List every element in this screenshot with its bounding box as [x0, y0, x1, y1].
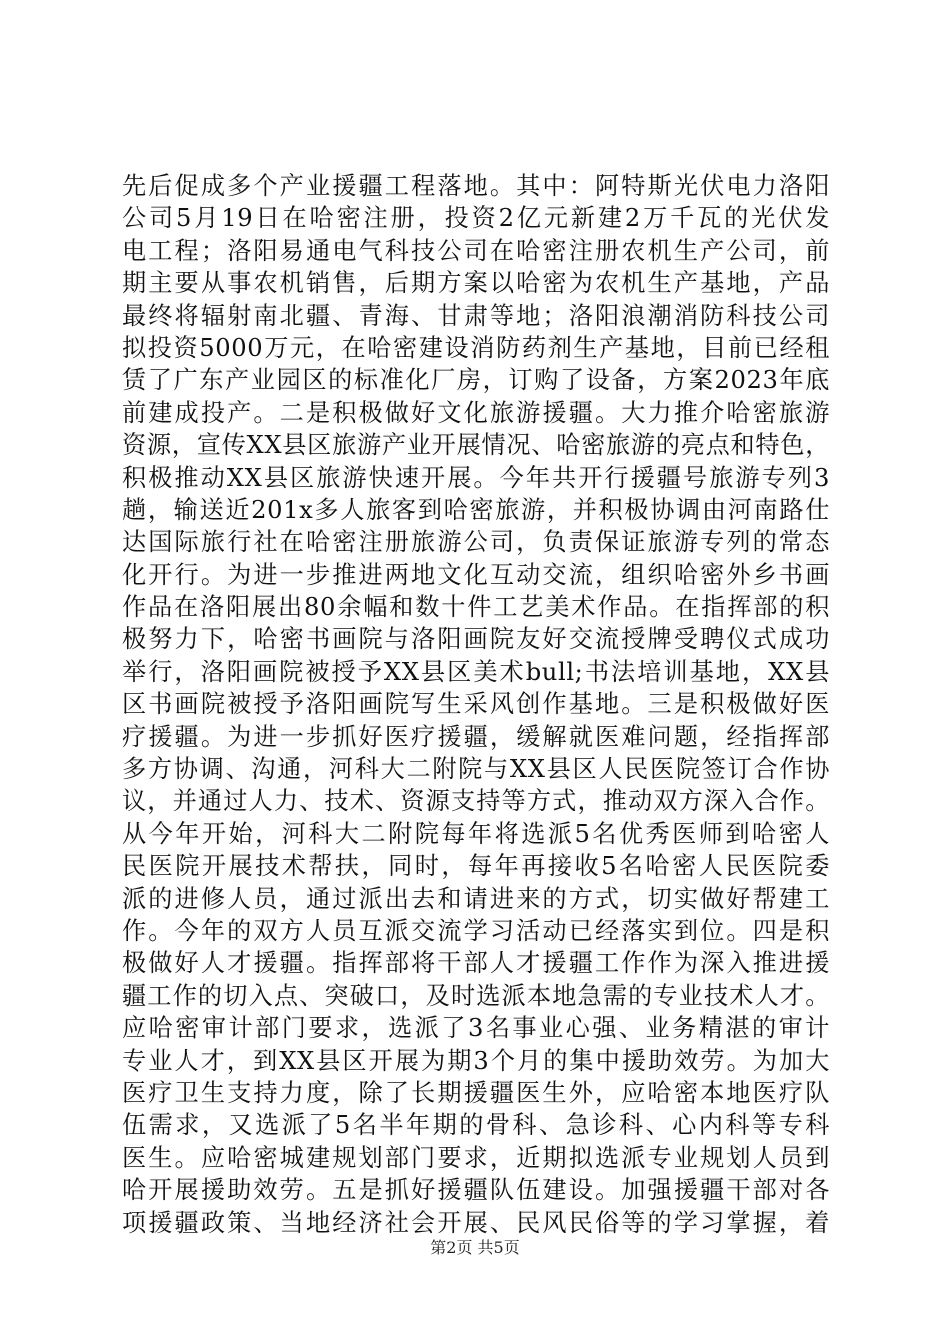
text-line: 期主要从事农机销售，后期方案以哈密为农机生产基地，产品 [122, 269, 830, 298]
text-line: 极努力下，哈密书画院与洛阳画院友好交流授牌受聘仪式成功 [122, 625, 830, 654]
text-line: 项援疆政策、当地经济社会开展、民风民俗等的学习掌握，着 [122, 1208, 830, 1237]
text-line: 先后促成多个产业援疆工程落地。其中：阿特斯光伏电力洛阳 [122, 172, 830, 200]
text-line: 疆工作的切入点、突破口，及时选派本地急需的专业技术人才。 [122, 981, 830, 1010]
text-line: 举行，洛阳画院被授予XX县区美术bull;书法培训基地，XX县 [122, 657, 830, 686]
text-line: 作。今年的双方人员互派交流学习活动已经落实到位。四是积 [122, 916, 830, 945]
text-line: 伍需求，又选派了5名半年期的骨科、急诊科、心内科等专科 [122, 1111, 830, 1140]
text-line: 作品在洛阳展出80余幅和数十件工艺美术作品。在指挥部的积 [122, 593, 830, 622]
text-line: 极做好人才援疆。指挥部将干部人才援疆工作作为深入推进援 [122, 949, 830, 978]
text-line: 多方协调、沟通，河科大二附院与XX县区人民医院签订合作协 [122, 755, 830, 784]
body-text [122, 170, 830, 1239]
text-line: 民医院开展技术帮扶，同时，每年再接收5名哈密人民医院委 [122, 852, 830, 881]
text-line: 医疗卫生支持力度，除了长期援疆医生外，应哈密本地医疗队 [122, 1078, 830, 1107]
text-line: 最终将辐射南北疆、青海、甘肃等地；洛阳浪潮消防科技公司 [122, 301, 830, 330]
text-line: 拟投资5000万元，在哈密建设消防药剂生产基地，目前已经租 [122, 333, 830, 362]
text-line: 前建成投产。二是积极做好文化旅游援疆。大力推介哈密旅游 [122, 398, 830, 427]
text-line: 疗援疆。为进一步抓好医疗援疆，缓解就医难问题，经指挥部 [122, 722, 830, 751]
text-line: 从今年开始，河科大二附院每年将选派5名优秀医师到哈密人 [122, 819, 830, 848]
text-line: 应哈密审计部门要求，选派了3名事业心强、业务精湛的审计 [122, 1014, 830, 1043]
text-line: 积极推动XX县区旅游快速开展。今年共开行援疆号旅游专列3 [122, 463, 830, 492]
page-number-footer: 第2页 共5页 [430, 1238, 520, 1257]
text-line: 专业人才，到XX县区开展为期3个月的集中援助效劳。为加大 [122, 1046, 830, 1075]
text-line: 趟，输送近201x多人旅客到哈密旅游，并积极协调由河南路仕 [122, 495, 830, 524]
text-line: 派的进修人员，通过派出去和请进来的方式，切实做好帮建工 [122, 884, 830, 913]
text-line: 哈开展援助效劳。五是抓好援疆队伍建设。加强援疆干部对各 [122, 1176, 830, 1205]
text-line: 区书画院被授予洛阳画院写生采风创作基地。三是积极做好医 [122, 690, 830, 719]
text-line: 达国际旅行社在哈密注册旅游公司，负责保证旅游专列的常态 [122, 528, 830, 557]
text-line: 化开行。为进一步推进两地文化互动交流，组织哈密外乡书画 [122, 560, 830, 589]
text-line: 医生。应哈密城建规划部门要求，近期拟选派专业规划人员到 [122, 1143, 830, 1172]
text-line: 赁了广东产业园区的标准化厂房，订购了设备，方案2023年底 [122, 366, 830, 395]
text-line: 电工程；洛阳易通电气科技公司在哈密注册农机生产公司，前 [122, 236, 830, 265]
text-line: 公司5月19日在哈密注册，投资2亿元新建2万千瓦的光伏发 [122, 204, 830, 233]
text-line: 资源，宣传XX县区旅游产业开展情况、哈密旅游的亮点和特色， [122, 431, 830, 460]
text-line: 议，并通过人力、技术、资源支持等方式，推动双方深入合作。 [122, 787, 830, 816]
